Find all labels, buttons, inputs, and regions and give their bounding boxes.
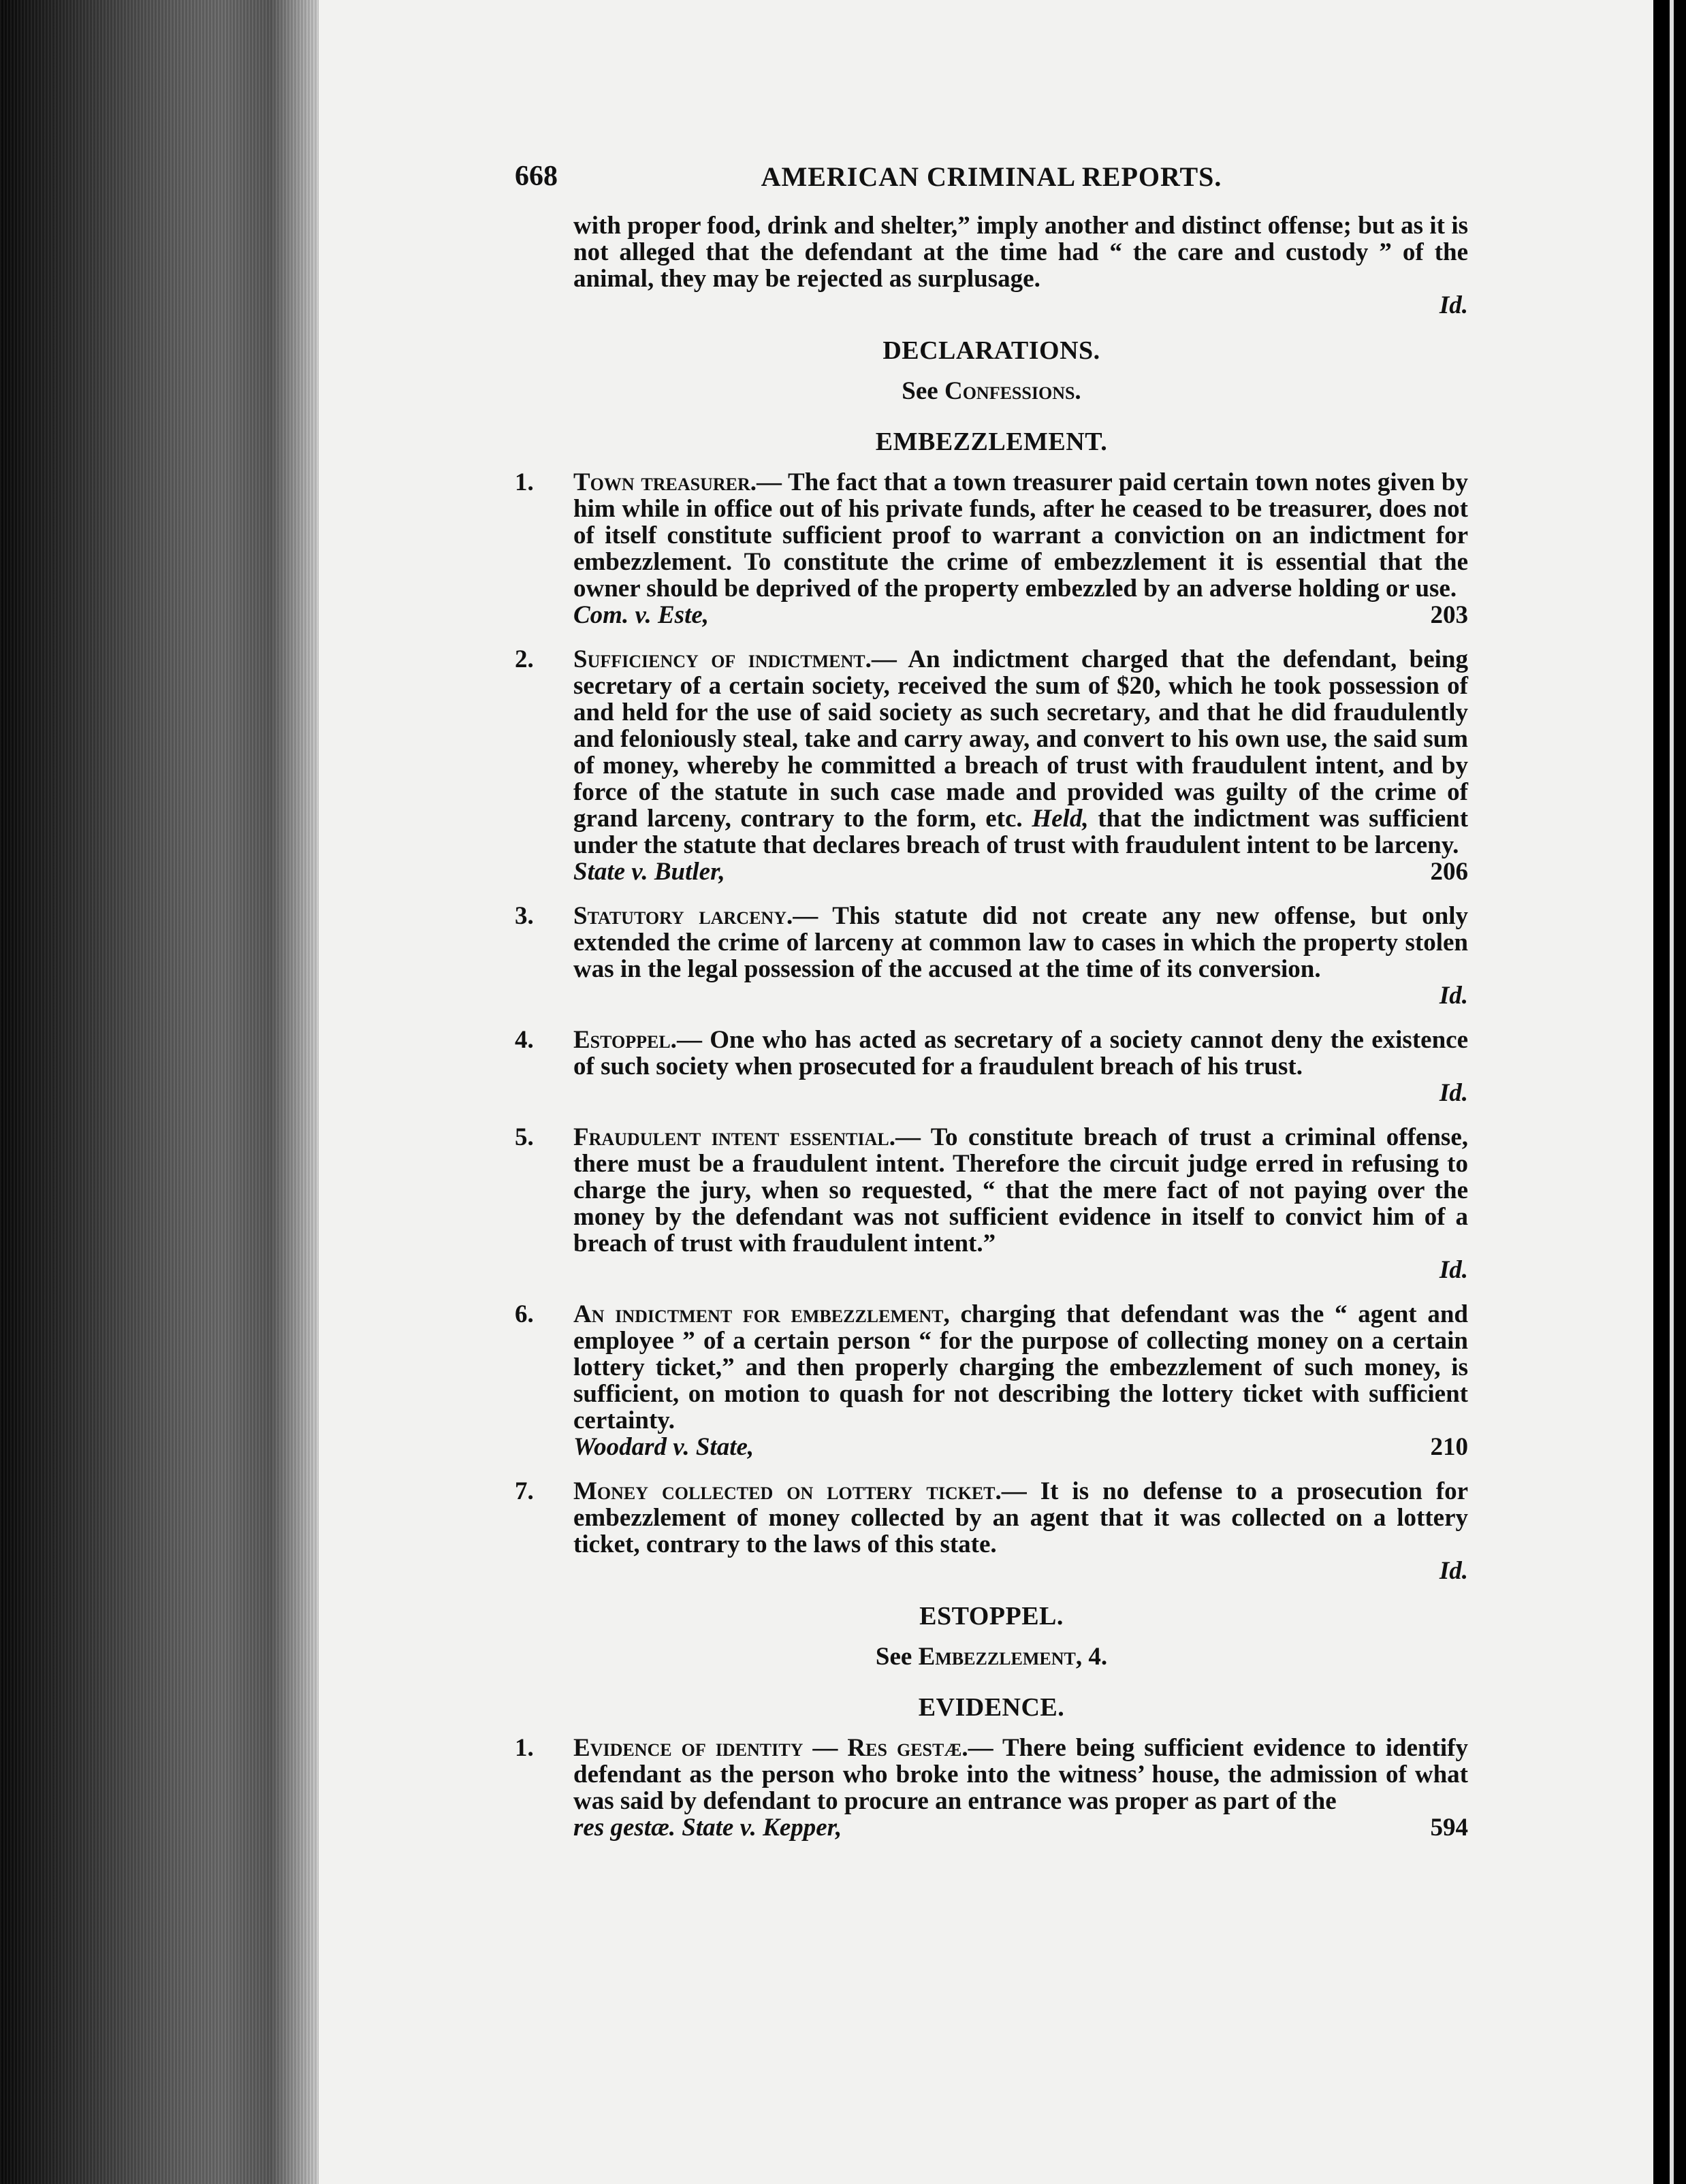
- entry-citation: [573, 858, 1468, 885]
- entry-body: — This statute did not create any new offense, but only extended the crime of larceny at common law to cases in which the property stolen was in the legal possession of the accused at the time of its conversion.: [573, 902, 1468, 983]
- embezzlement-entry-6: [515, 1301, 1468, 1460]
- entry-number: 2.: [515, 645, 534, 673]
- entry-heading: An indictment for embezzlement,: [573, 1300, 950, 1328]
- page-reference: 206: [1430, 858, 1468, 886]
- embezzlement-entry-4: [515, 1027, 1468, 1106]
- entry-body: — One who has acted as secretary of a society cannot deny the existence of such society when prosecuted for a fraudulent breach of his trust.: [573, 1026, 1468, 1080]
- entry-citation: [573, 1814, 1468, 1841]
- see-target: Embezzlement,: [918, 1643, 1083, 1671]
- entry-number: 7.: [515, 1477, 534, 1505]
- entry-body: — There being sufficient evidence to identify defendant as the person who broke into the witness’ house, the admission of what was said by defendant to procure an entrance was proper as part of the: [573, 1734, 1468, 1815]
- running-head: [515, 163, 1468, 204]
- entry-body: — An indictment charged that the defendant, being secretary of a certain society, received the sum of $20, which he took possession of and held for the use of said society as such secretary, and that he did fraudulently and feloniously steal, take and carry away, and convert to his own use, the said sum of money, whereby he committed a breach of trust with fraudulent intent, and by force of the statute in such case made and provided was guilty of the crime of grand larceny, contrary to the form, etc.: [573, 645, 1468, 833]
- held-marker: Held,: [1032, 805, 1089, 833]
- intro-paragraph: with proper food, drink and shelter,” imply another and distinct offense; but as it is not alleged that the defendant at the time had “ the care and custody ” of the animal, they may be rejected as surplusage.: [573, 212, 1468, 293]
- entry-heading: Town treasurer.: [573, 468, 757, 496]
- entry-citation: Id.: [1439, 1256, 1468, 1284]
- see-reference-estoppel: [515, 1643, 1468, 1670]
- intro-cite: Id.: [1439, 291, 1468, 319]
- entry-citation: [573, 1434, 1468, 1460]
- res-gestae-term: res gestæ.: [573, 1814, 676, 1842]
- page-content: [515, 163, 1468, 1859]
- entry-citation: Id.: [1439, 982, 1468, 1010]
- case-name: Com. v. Este,: [573, 601, 710, 629]
- page-number: 668: [515, 161, 558, 192]
- embezzlement-entry-2: [515, 646, 1468, 885]
- case-name: Woodard v. State,: [573, 1433, 754, 1461]
- heading-evidence: EVIDENCE.: [918, 1693, 1065, 1722]
- see-reference-declarations: [515, 378, 1468, 404]
- embezzlement-entry-3: [515, 903, 1468, 1009]
- entry-heading: Sufficiency of indictment.: [573, 645, 872, 673]
- entry-number: 4.: [515, 1026, 534, 1054]
- entry-number: 6.: [515, 1300, 534, 1328]
- see-target: Confessions.: [944, 377, 1081, 405]
- see-target-number: 4.: [1088, 1643, 1108, 1671]
- next-page-edge: [1670, 0, 1674, 2184]
- heading-declarations: DECLARATIONS.: [882, 336, 1100, 365]
- entry-heading: Money collected on lottery ticket.: [573, 1477, 1002, 1505]
- page-reference: 203: [1430, 601, 1468, 629]
- entry-body: — It is no defense to a prosecution for embezzlement of money collected by an agent that it was collected on a lottery ticket, contrary to the laws of this state.: [573, 1477, 1468, 1558]
- entry-body: charging that defendant was the “ agent and employee ” of a certain person “ for the purpose of collecting money on a certain lottery ticket,” and then properly charging the embezzlement of such money, is sufficient, on motion to quash for not describing the lottery ticket with sufficient certainty.: [573, 1300, 1469, 1434]
- entry-heading: Statutory larceny.: [573, 902, 793, 930]
- page-reference: 594: [1430, 1814, 1468, 1842]
- case-name: State v. Kepper,: [682, 1814, 842, 1842]
- entry-number: 1.: [515, 468, 534, 496]
- running-title: AMERICAN CRIMINAL REPORTS.: [761, 161, 1222, 192]
- entry-heading: Evidence of identity — Res gestæ.: [573, 1734, 968, 1762]
- page-stack-texture: [0, 0, 319, 2184]
- see-prefix: See: [902, 377, 938, 405]
- page-reference: 210: [1430, 1433, 1468, 1461]
- entry-body: — The fact that a town treasurer paid certain town notes given by him while in office out of his private funds, after he ceased to be treasurer, does not of itself constitute sufficient proof to warrant a conviction on an indictment for embezzlement. To constitute the crime of embezzlement it is essential that the owner should be deprived of the property embezzled by an adverse holding or use.: [573, 468, 1468, 603]
- entry-number: 3.: [515, 902, 534, 930]
- embezzlement-entry-7: [515, 1478, 1468, 1584]
- evidence-entry-1: [515, 1735, 1468, 1841]
- entry-citation: Id.: [1439, 1079, 1468, 1107]
- heading-embezzlement: EMBEZZLEMENT.: [875, 428, 1108, 456]
- heading-estoppel: ESTOPPEL.: [919, 1602, 1064, 1631]
- entry-citation: Id.: [1439, 1557, 1468, 1585]
- entry-number: 1.: [515, 1734, 534, 1762]
- case-name: State v. Butler,: [573, 858, 725, 886]
- entry-heading: Estoppel.: [573, 1026, 677, 1054]
- entry-number: 5.: [515, 1123, 534, 1151]
- embezzlement-entry-1: [515, 469, 1468, 628]
- entry-heading: Fraudulent intent essential.: [573, 1123, 896, 1151]
- see-prefix: See: [875, 1643, 912, 1671]
- entry-body-continued: that the indictment was sufficient under the statute that declares breach of trust with fraudulent intent to be larceny.: [573, 805, 1469, 859]
- embezzlement-entry-5: [515, 1124, 1468, 1283]
- entry-citation: [573, 602, 1468, 628]
- entry-body: — To constitute breach of trust a criminal offense, there must be a fraudulent intent. Therefore the circuit judge erred in refusing to charge the jury, when so requested, “ that the mere fact of not paying over the money by the defendant was not sufficient evidence in itself to convict him of a breach of trust with fraudulent intent.”: [573, 1123, 1468, 1257]
